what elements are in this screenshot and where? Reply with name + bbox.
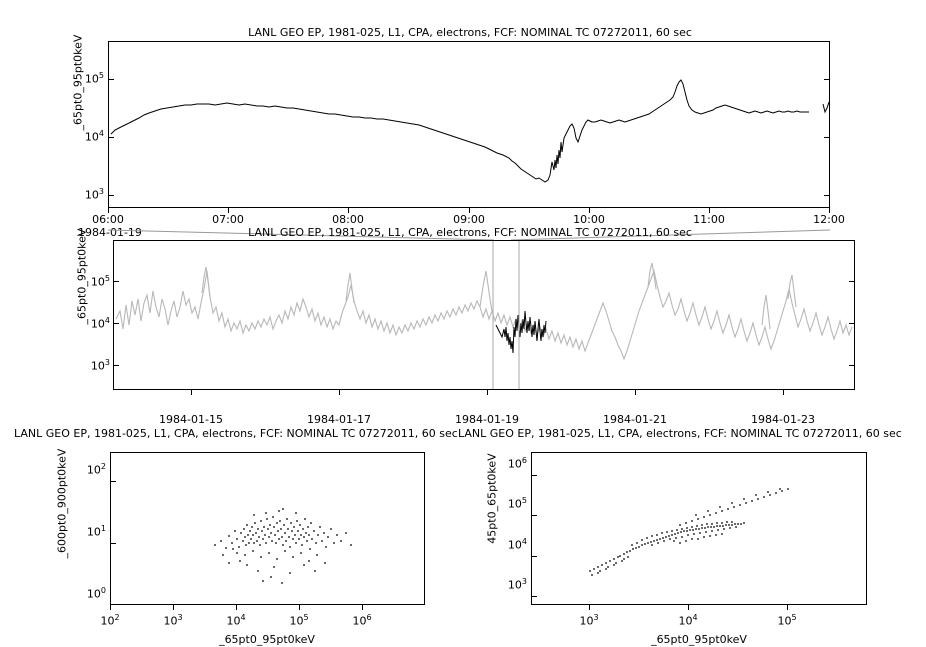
panel4-ytick-2 — [532, 515, 537, 516]
panel2-axes[interactable] — [113, 240, 855, 390]
panel3-ylabel: _600pt0_900pt0keV — [55, 448, 69, 559]
panel2-xtick-label-2: 1984-01-19 — [455, 413, 519, 426]
panel4-xtick-label-0: $10^3$ — [579, 613, 599, 628]
panel1-xtick-label-2: 08:00 — [332, 213, 364, 226]
panel2-ylabel: _65pt0_95pt0keV — [75, 228, 89, 325]
panel2-xtick-label-3: 1984-01-21 — [603, 413, 667, 426]
panel4-xtick-label-1: $10^4$ — [678, 613, 698, 628]
panel1-title: LANL GEO EP, 1981-025, L1, CPA, electrons, FCF: NOMINAL TC 07272011, 60 sec — [248, 26, 692, 39]
panel3-xtick-label-2: $10^4$ — [226, 613, 246, 628]
panel2-ytick-label-3: $10^3$ — [90, 358, 110, 373]
panel4-title: LANL GEO EP, 1981-025, L1, CPA, electrons, FCF: NOMINAL TC 07272011, 60 sec — [458, 427, 902, 440]
panel1-date-label: 1984-01-19 — [78, 226, 142, 239]
panel2-ytick-3 — [114, 365, 119, 366]
panel4-ytick-label-4: $10^3$ — [507, 577, 527, 592]
panel3-xtick-1 — [173, 605, 174, 610]
panel3-ytick-label-2: $10^1$ — [86, 524, 106, 539]
panel3-xtick-2 — [236, 605, 237, 610]
panel1-xtick-label-1: 07:00 — [212, 213, 244, 226]
panel3-xtick-4 — [362, 605, 363, 610]
panel4-ytick-4 — [532, 596, 537, 597]
panel2-xtick-label-1: 1984-01-17 — [307, 413, 371, 426]
panel3-xtick-0 — [110, 605, 111, 610]
panel1-xtick-label-0: 06:00 — [92, 213, 124, 226]
panel2-xtick-1 — [339, 390, 340, 395]
panel2-ytick-1 — [114, 281, 119, 282]
panel2-xtick-label-4: 1984-01-23 — [751, 413, 815, 426]
panel2-title: LANL GEO EP, 1981-025, L1, CPA, electrons, FCF: NOMINAL TC 07272011, 60 sec — [248, 226, 692, 239]
panel2-ytick-2r — [849, 323, 854, 324]
panel4-ytick-label-2: $10^5$ — [507, 496, 527, 511]
panel1-xtick-label-5: 11:00 — [693, 213, 725, 226]
panel4-ytick-1 — [532, 475, 537, 476]
panel2-ytick-3r — [849, 365, 854, 366]
panel3-xtick-label-0: $10^2$ — [100, 613, 120, 628]
panel3-axes[interactable] — [110, 452, 425, 605]
panel2-xtick-2 — [487, 390, 488, 395]
panel2-xtick-3 — [635, 390, 636, 395]
panel2-ytick-1r — [849, 281, 854, 282]
panel2-xtick-4 — [783, 390, 784, 395]
panel4-ylabel: 45pt0_65pt0keV — [485, 453, 499, 544]
panel4-ytick-label-3: $10^4$ — [507, 537, 527, 552]
panel3-ytick-2 — [111, 543, 116, 544]
panel1-xtick-label-6: 12:00 — [813, 213, 845, 226]
panel3-ytick-label-3: $10^0$ — [86, 586, 106, 601]
panel3-xtick-label-3: $10^5$ — [289, 613, 309, 628]
panel3-xtick-label-4: $10^6$ — [352, 613, 372, 628]
panel3-xtick-3 — [299, 605, 300, 610]
panel4-ytick-label-1: $10^6$ — [507, 456, 527, 471]
panel2-xtick-0 — [191, 390, 192, 395]
panel1-xtick-label-4: 10:00 — [573, 213, 605, 226]
panel2-ytick-label-1: $10^5$ — [90, 274, 110, 289]
panel3-xlabel: _65pt0_95pt0keV — [219, 633, 315, 646]
panel2-xtick-label-0: 1984-01-15 — [159, 413, 223, 426]
panel4-xtick-label-2: $10^5$ — [777, 613, 797, 628]
panel1-xtick-label-3: 09:00 — [453, 213, 485, 226]
panel4-ytick-3 — [532, 556, 537, 557]
panel3-title: LANL GEO EP, 1981-025, L1, CPA, electrons, FCF: NOMINAL TC 07272011, 60 sec — [14, 427, 458, 440]
panel1-ylabel: _65pt0_95pt0keV — [71, 34, 85, 131]
panel2-context-line — [114, 241, 855, 390]
panel2-ytick-2 — [114, 323, 119, 324]
panel4-xlabel: _65pt0_95pt0keV — [651, 633, 747, 646]
panel2-ytick-label-2: $10^4$ — [90, 316, 110, 331]
panel4-xtick-0 — [589, 605, 590, 610]
panel3-xtick-label-1: $10^3$ — [163, 613, 183, 628]
panel1-ytick-label-3: $10^3$ — [84, 187, 104, 202]
panel1-ytick-label-1: $10^5$ — [84, 71, 104, 86]
panel3-scatter-points — [111, 453, 425, 605]
panel4-xtick-2 — [787, 605, 788, 610]
panel3-ytick-label-1: $10^2$ — [86, 462, 106, 477]
panel4-scatter-points — [532, 453, 867, 605]
panel4-xtick-1 — [688, 605, 689, 610]
panel3-ytick-1 — [111, 481, 116, 482]
panel1-ytick-label-2: $10^4$ — [84, 129, 104, 144]
panel4-axes[interactable] — [531, 452, 867, 605]
